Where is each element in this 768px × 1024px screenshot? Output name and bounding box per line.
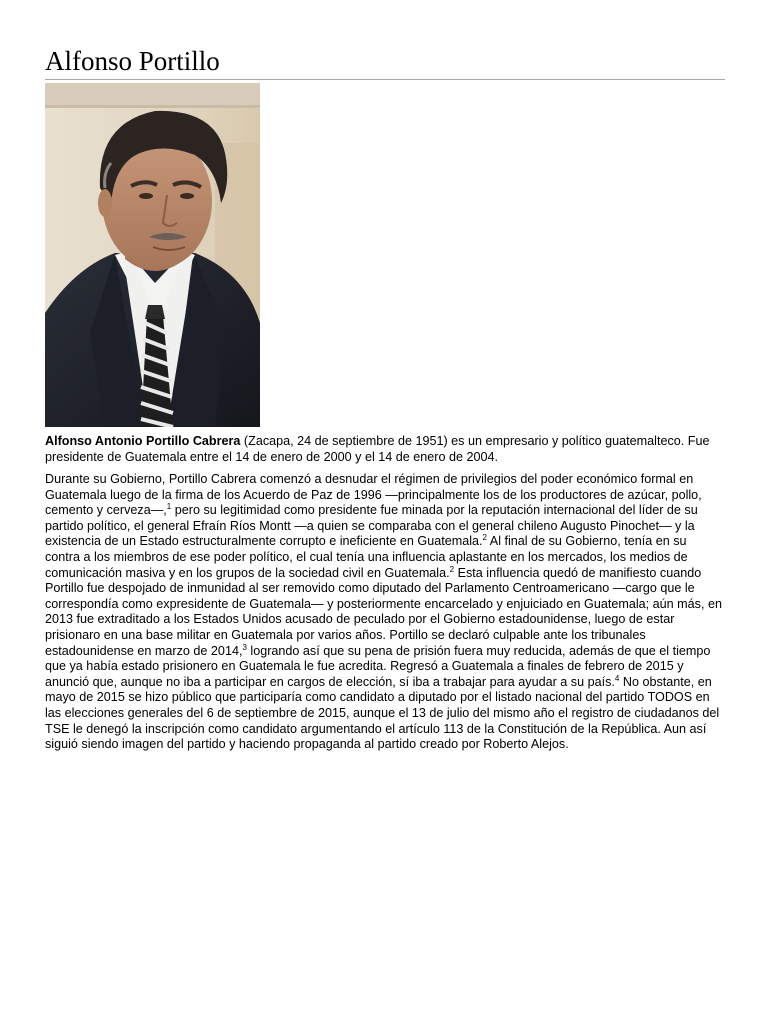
body-text-1: Durante su Gobierno, Portillo Cabrera comenzó a desnudar el régimen de privilegios del poder económico formal en Guatemala luego de la firma de los Acuerdo de Paz de 1996 —principalmente los de los productores de azúcar, pollo, cemento y cerveza—, xyxy=(45,472,702,518)
page-title: Alfonso Portillo xyxy=(45,44,725,80)
reference-link[interactable]: 4 xyxy=(614,673,620,683)
reference-link[interactable]: 2 xyxy=(482,533,487,543)
reference-link[interactable]: 2 xyxy=(449,564,455,574)
lead-paragraph xyxy=(45,433,725,465)
reference-link[interactable]: 1 xyxy=(166,502,172,511)
lead-text: (Zacapa, 24 de septiembre de 1951) es un empresario y político guatemalteco. Fue presidente de Guatemala entre el 14 de enero de 2000 y el 14 de enero de 2004. xyxy=(45,434,710,464)
body-text-6: No obstante, en mayo de 2015 se hizo público que participaría como candidato a diputado por el listado nacional del partido TODOS en las elecciones generales del 6 de septiembre de 2015, aunque el 13 de julio del mismo año el registro de ciudadanos del TSE le denegó la inscripción como candidato argumentando el artículo 113 de la Constitución de la República. Aun así siguió siendo imagen del partido y haciendo propaganda al partido creado por Roberto Alejos. xyxy=(45,674,720,752)
body-text-5: logrando así que su pena de prisión fuera muy reducida, además de que el tiempo que ya había estado prisionero en Guatemala le fue acredita. Regresó a Guatemala a finales de febrero de 2015 y anunció que, aunque no iba a participar en cargos de elección, sí iba a trabajar para ayudar a su país. xyxy=(45,643,711,689)
subject-name: Alfonso Antonio Portillo Cabrera xyxy=(45,434,241,448)
reference-link[interactable]: 3 xyxy=(242,642,247,652)
body-paragraph xyxy=(45,472,725,753)
portrait-photo xyxy=(45,83,260,427)
body-text-2: pero su legitimidad como presidente fue minada por la reputación internacional del líder de su partido político, el general Efraín Ríos Montt —a quien se comparaba con el general chileno Augusto Pinochet— y la existencia de un Estado estructuralmente corrupto e ineficiente en Guatemala. xyxy=(45,503,698,549)
body-text-3: Al final de su Gobierno, tenía en su contra a los miembros de ese poder político, el cual tenía una influencia aplastante en los mercados, los medios de comunicación masiva y en los grupos de la sociedad civil en Guatemala. xyxy=(45,534,688,580)
body-text-4: Esta influencia quedó de manifiesto cuando Portillo fue despojado de inmunidad al ser removido como diputado del Parlamento Centroamericano —cargo que le correspondía como expresidente de Guatemala— y posteriormente encarcelado y enjuiciado en Guatemala; aún más, en 2013 fue extraditado a los Estados Unidos acusado de peculado por el Gobierno estadounidense, luego de estar prisionaro en una base militar en Guatemala por varios años. Portillo se declaró culpable ante los tribunales estadounidense en marzo de 2014, xyxy=(45,565,722,658)
